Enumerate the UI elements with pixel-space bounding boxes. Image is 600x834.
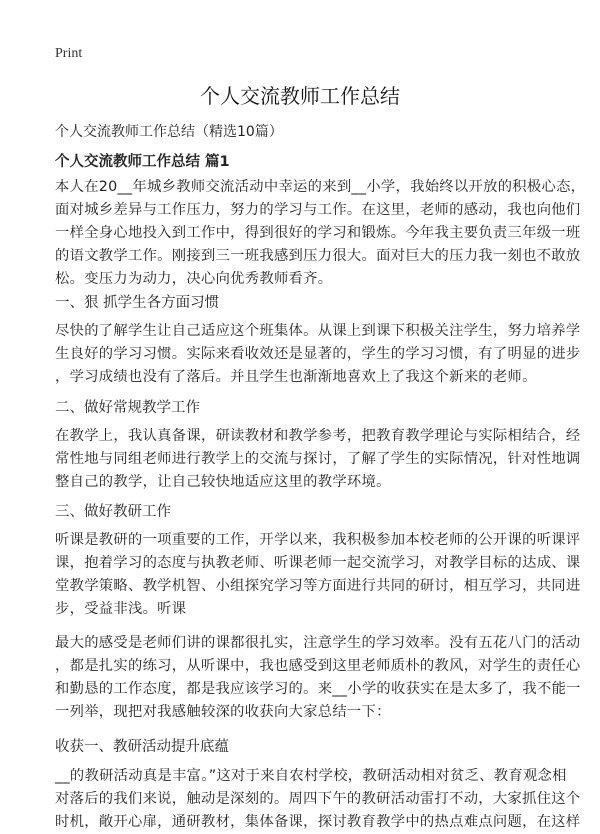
text-line: 堂教学策略、教学机智、小组探究学习等方面进行共同的研讨，相互学习，共同进 bbox=[55, 578, 581, 594]
text-line: 松。变压力为动力，决心向优秀教师看齐。 bbox=[55, 271, 333, 287]
text-line: 生良好的学习习惯。实际来看收效还是显著的，学生的学习习惯，有了明显的进步 bbox=[55, 346, 581, 362]
text-line: 在教学上，我认真备课，研读教材和教学参考，把教育教学理论与实际相结合，经 bbox=[55, 428, 581, 444]
paragraph-6 bbox=[55, 765, 580, 834]
text-line: 和勤恳的工作态度，都是我应该学习的。来__小学的收获实在是太多了，我不能一 bbox=[55, 681, 581, 697]
section-heading-2: 二、做好常规教学工作 bbox=[55, 400, 200, 416]
text-line: 本人在20__年城乡教师交流活动中幸运的来到__小学，我始终以开放的积极心态， bbox=[55, 179, 586, 195]
text-line: 对落后的我们来说，触动是深刻的。周四下午的教研活动雷打不动，大家抓住这个 bbox=[55, 791, 581, 807]
article-heading: 个人交流教师工作总结 篇1 bbox=[55, 154, 230, 170]
text-line: __的教研活动真是丰富。”这对于来自农村学校，教研活动相对贫乏、教育观念相 bbox=[55, 768, 567, 784]
text-line: 最大的感受是老师们讲的课都很扎实，注意学生的学习效率。没有五花八门的活动 bbox=[55, 635, 581, 651]
paragraph-1 bbox=[55, 176, 585, 291]
paragraph-5 bbox=[55, 632, 581, 724]
text-line: 面对城乡差异与工作压力，努力的学习与工作。在这里，老师的感动，我也向他们 bbox=[55, 202, 581, 218]
text-line: 的语文教学工作。刚接到三一班我感到压力很大。面对巨大的压力我一刻也不敢放 bbox=[55, 248, 581, 264]
text-line: 课，抱着学习的态度与执教老师、听课老师一起交流学习，对教学目标的达成、课 bbox=[55, 555, 581, 571]
paragraph-2 bbox=[55, 320, 580, 389]
subtitle: 个人交流教师工作总结（精选10篇） bbox=[55, 124, 283, 140]
print-link[interactable]: Print bbox=[55, 46, 83, 61]
text-line: 一列举，现把对我感触较深的收获向大家总结一下： bbox=[55, 704, 391, 720]
section-heading-4: 收获一、教研活动提升底蕴 bbox=[55, 739, 229, 755]
page-title: 个人交流教师工作总结 bbox=[200, 84, 400, 108]
text-line: 时机，敞开心扉，通研教材，集体备课，探讨教育教学中的热点难点问题，在这样 bbox=[55, 814, 581, 830]
text-line: 步，受益非浅。听课 bbox=[55, 601, 187, 617]
paragraph-3 bbox=[55, 425, 580, 494]
text-line: 一样全身心地投入到工作中，得到很好的学习和锻炼。今年我主要负责三年级一班 bbox=[55, 225, 581, 241]
text-line: 整自己的教学，让自己较快地适应这里的教学环境。 bbox=[55, 474, 391, 490]
text-line: 常性地与同组老师进行教学上的交流与探讨，了解了学生的实际情况，针对性地调 bbox=[55, 451, 581, 467]
text-line: 听课是教研的一项重要的工作，开学以来，我积极参加本校老师的公开课的听课评 bbox=[55, 532, 581, 548]
section-heading-1: 一、狠 抓学生各方面习惯 bbox=[55, 295, 220, 311]
text-line: 尽快的了解学生让自己适应这个班集体。从课上到课下积极关注学生，努力培养学 bbox=[55, 323, 581, 339]
section-heading-3: 三、做好教研工作 bbox=[55, 504, 171, 520]
paragraph-4 bbox=[55, 529, 580, 621]
text-line: ，都是扎实的练习，从听课中，我也感受到这里老师质朴的教风，对学生的责任心 bbox=[55, 658, 581, 674]
text-line: ，学习成绩也没有了落后。并且学生也渐渐地喜欢上了我这个新来的老师。 bbox=[55, 369, 537, 385]
